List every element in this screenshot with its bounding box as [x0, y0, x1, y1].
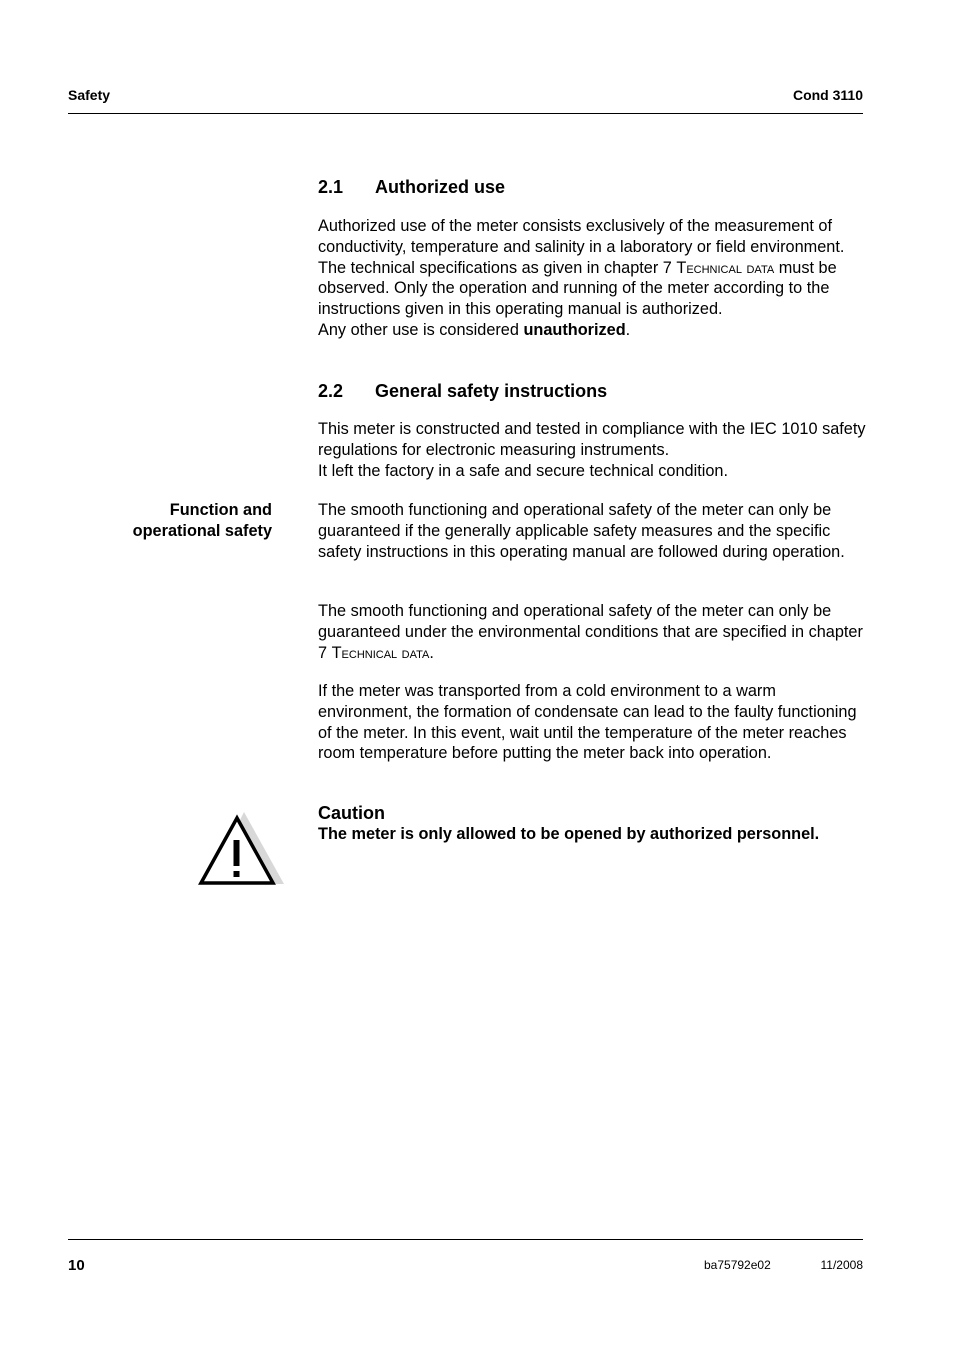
- section-2-1-body: [318, 216, 866, 341]
- header-section-title: Safety: [68, 87, 111, 103]
- paragraph: It left the factory in a safe and secure technical condition.: [318, 461, 728, 480]
- document-id: ba75792e02: [704, 1258, 771, 1272]
- footer-divider: [68, 1239, 863, 1240]
- caution-title: Caution: [318, 803, 385, 823]
- chapter-reference: Technical data: [331, 643, 430, 662]
- section-number: 2.1: [318, 177, 344, 197]
- section-number: 2.2: [318, 381, 344, 401]
- section-2-2-body: [318, 419, 866, 481]
- chapter-reference: Technical data: [676, 258, 775, 277]
- section-title: Authorized use: [375, 177, 506, 197]
- paragraph: Authorized use of the meter consists exclusively of the measurement of conductivity, temperature and salinity in a laboratory or field environment.: [318, 217, 845, 256]
- caution-text: The meter is only allowed to be opened by authorized personnel.: [318, 825, 820, 843]
- paragraph: Any other use is considered unauthorized.: [318, 320, 631, 339]
- paragraph: The technical specifications as given in chapter 7 Technical data must be observed. Only the operation and running of the meter according to the instructions given in this operating manual is authorized.: [318, 258, 837, 319]
- function-safety-para-1: The smooth functioning and operational safety of the meter can only be guaranteed if the generally applicable safety measures and the specific safety instructions in this operating manual are followed during operation.: [318, 501, 845, 561]
- section-title: General safety instructions: [375, 381, 608, 401]
- header-divider: [68, 113, 863, 114]
- margin-label: Function and operational safety: [132, 501, 272, 540]
- section-2-2-heading: [318, 381, 607, 402]
- document-date: 11/2008: [820, 1258, 863, 1272]
- function-safety-para-2: The smooth functioning and operational safety of the meter can only be guaranteed under the environmental conditions that are specified in chapter 7 Technical data.: [318, 602, 863, 662]
- header-product-name: Cond 3110: [792, 87, 863, 103]
- section-2-1-heading: [318, 177, 505, 198]
- emphasis: unauthorized: [523, 320, 626, 339]
- paragraph: This meter is constructed and tested in compliance with the IEC 1010 safety regulations for electronic measuring instruments.: [318, 420, 866, 459]
- page-number: 10: [68, 1257, 85, 1274]
- function-safety-para-3: If the meter was transported from a cold environment to a warm environment, the formation of condensate can lead to the faulty functioning of the meter. In this event, wait until the temperature of the meter reaches room temperature before putting the meter back into operation.: [318, 682, 857, 763]
- warning-triangle-icon: [196, 808, 286, 890]
